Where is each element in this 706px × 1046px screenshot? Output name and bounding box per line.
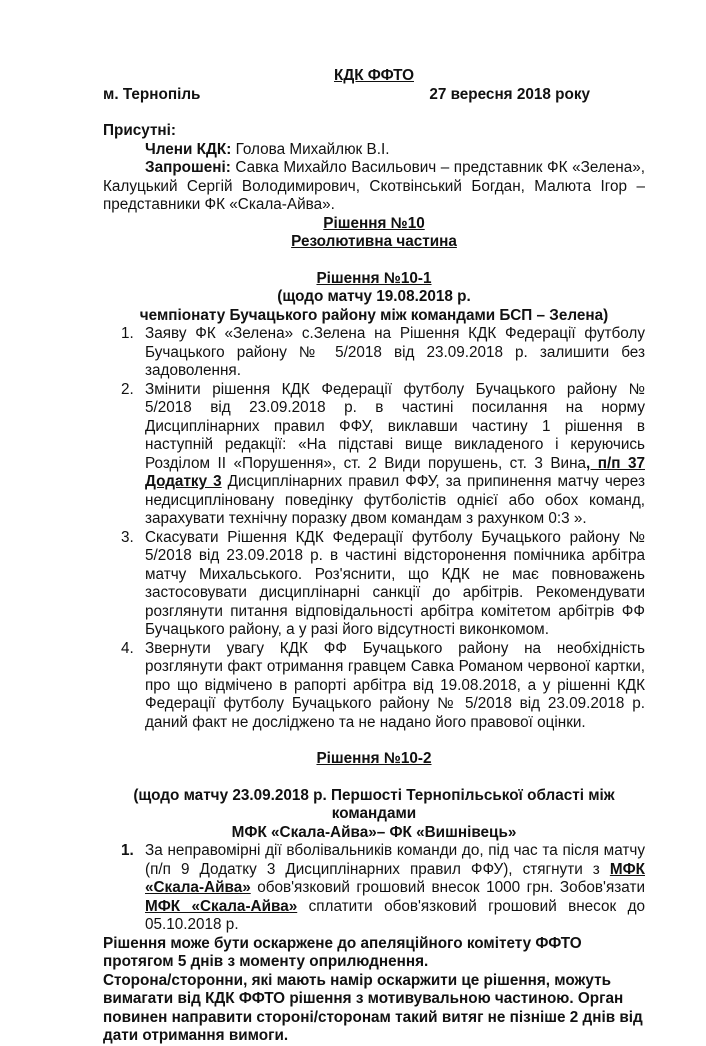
attendees-label: Присутні: (103, 122, 177, 139)
decision-2-match-line2: МФК «Скала-Айва»– ФК «Вишнівець» (231, 823, 517, 841)
team-name: МФК «Скала-Айва» (145, 860, 645, 896)
item-text: Звернути увагу КДК ФФ Бучацького району на необхідність розглянути факт отримання гравцем Савка Романом червоної картки, про що відмічено в рапорті арбітра від 19.08.2018, а у рішенні КДК Федерації футболу Бучацького району № 5/2018 від 23.09.2018 р. даний факт не досліджено та не надано його правової оцінки. (145, 639, 645, 731)
invited-label: Запрошені: (145, 159, 231, 176)
list-item (103, 529, 645, 640)
item-number: 1. (121, 842, 134, 859)
decision-2-title: Рішення №10-2 (316, 750, 432, 767)
decision-2-match-line1: (щодо матчу 23.09.2018 р. Першості Тернопільської області між командами (133, 786, 615, 822)
members-value: Голова Михайлюк В.І. (231, 140, 390, 158)
item-text: обов'язковий грошовий внесок 1000 грн. Зобов'язати (250, 879, 645, 896)
members-line (103, 141, 645, 160)
list-item (103, 640, 645, 733)
item-text-emphasis: , п/п 37 Додатку 3 (145, 454, 645, 490)
list-item (103, 325, 645, 381)
decision-title: Рішення №10 (323, 214, 425, 232)
item-number: 1. (121, 325, 134, 342)
decision-1-title: Рішення №10-1 (316, 269, 432, 287)
team-name: МФК «Скала-Айва» (145, 897, 298, 915)
item-text: сплатити обов'язковий грошовий внесок до 05.10.2018 р. (145, 897, 646, 933)
list-item (103, 842, 645, 935)
document-date: 27 вересня 2018 року (429, 85, 590, 103)
item-number: 4. (121, 639, 134, 657)
invited-value: Савка Михайло Васильович – представник ФК «Зелена», Калуцький Сергій Володимирович, Скотвінський Богдан, Малюта Ігор – представники ФК «Скала-Айва». (103, 159, 645, 213)
decision-2-list (103, 842, 645, 935)
item-text: За неправомірні дії вболівальників команди до, під час та після матчу (п/п 9 Додатку 3 Дисциплінарних правил ФФУ), стягнути з (145, 842, 645, 878)
request-notice: Сторона/сторонни, які мають намір оскаржити це рішення, можуть вимагати від КДК ФФТО рішення з мотивувальною частиною. Орган повинен направити стороні/сторонам такий витяг не пізніше 2 днів від дати отримання вимоги. (103, 971, 643, 1044)
item-text: Скасувати Рішення КДК Федерації футболу Бучацького району № 5/2018 від 23.09.2018 р. в частині відсторонення помічника арбітра матчу Михальського. Роз'яснити, що КДК не має повноважень застосовувати дисциплінарні санкції до арбітрів. Рекомендувати розглянути питання відповідальності арбітра комітетом арбітрів ФФ Бучацького району, а у разі його відсутності виконкомом. (145, 528, 645, 638)
city: м. Тернопіль (103, 85, 201, 103)
document-page (103, 67, 645, 1046)
decision-1-match-line2: чемпіонату Бучацького району між командами БСП – Зелена) (139, 306, 609, 324)
item-text: Заяву ФК «Зелена» с.Зелена на Рішення КДК Федерації футболу Бучацького району № 5/2018 від 23.09.2018 р. залишити без задоволення. (145, 325, 645, 379)
list-item (103, 381, 645, 529)
decision-subtitle: Резолютивна частина (291, 233, 457, 250)
members-label: Члени КДК: (145, 140, 232, 158)
item-number: 2. (121, 380, 134, 398)
org-title: КДК ФФТО (333, 67, 414, 84)
item-number: 3. (121, 528, 134, 546)
item-text: Дисциплінарних правил ФФУ, за припинення матчу через недисципліновану поведінку футболістів однієї або обох команд, зарахувати технічну поразку двом командам з рахунком 0:3 ». (145, 473, 645, 527)
item-text: Змінити рішення КДК Федерації футболу Бучацького району № 5/2018 від 23.09.2018 р. в частині посилання на норму Дисциплінарних правил ФФУ, виклавши частину 1 рішення в наступній редакції: «На підставі вище викладеного і керуючись Розділом ІІ «Порушення», ст. 2 Види порушень, ст. 3 Вина (145, 380, 645, 472)
decision-1-list (103, 325, 645, 732)
invited-paragraph (103, 159, 645, 215)
place-date-row (103, 86, 645, 105)
appeal-notice: Рішення може бути оскаржене до апеляційного комітету ФФТО протягом 5 днів з моменту оприлюднення. (103, 934, 582, 970)
decision-1-match-line1: (щодо матчу 19.08.2018 р. (277, 288, 471, 305)
